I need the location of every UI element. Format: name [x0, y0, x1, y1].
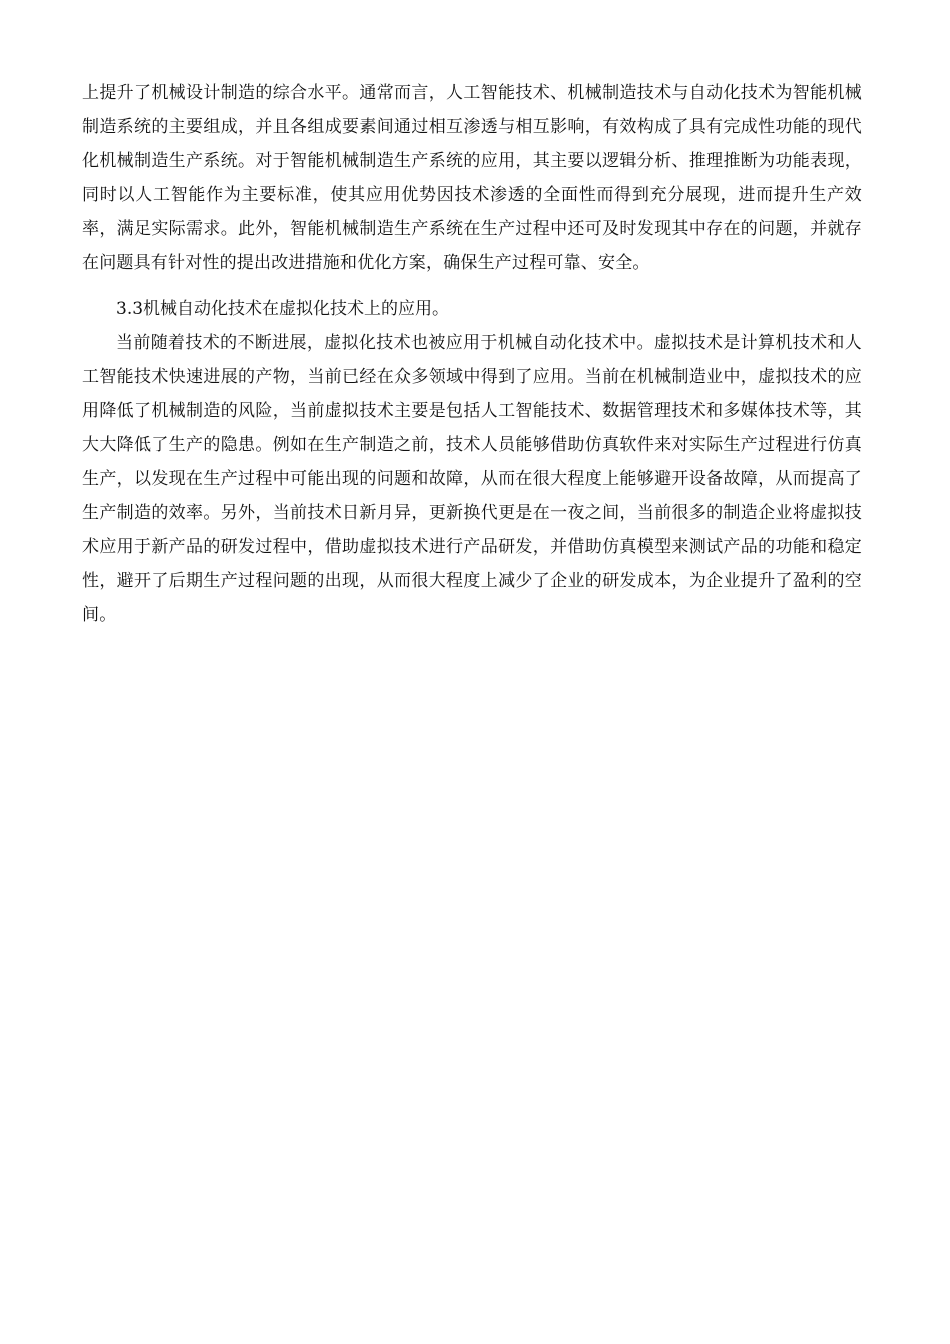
section-heading: 3.3机械自动化技术在虚拟化技术上的应用。 — [116, 299, 450, 319]
paragraph-continued: 上提升了机械设计制造的综合水平。通常而言，人工智能技术、机械制造技术与自动化技术为智能机械制造系统的主要组成，并且各组成要素间通过相互渗透与相互影响，有效构成了具有完成性功能的现代化机械制造生产系统。对于智能机械制造生产系统的应用，其主要以逻辑分析、推理推断为功能表现，同时以人工智能作为主要标准，使其应用优势因技术渗透的全面性而得到充分展现，进而提升生产效率，满足实际需求。此外，智能机械制造生产系统在生产过程中还可及时发现其中存在的问题，并就存在问题具有针对性的提出改进措施和优化方案，确保生产过程可靠、安全。 — [82, 83, 862, 273]
paragraph-virtualization: 当前随着技术的不断进展，虚拟化技术也被应用于机械自动化技术中。虚拟技术是计算机技术和人工智能技术快速进展的产物，当前已经在众多领域中得到了应用。当前在机械制造业中，虚拟技术的应用降低了机械制造的风险，当前虚拟技术主要是包括人工智能技术、数据管理技术和多媒体技术等，其大大降低了生产的隐患。例如在生产制造之前，技术人员能够借助仿真软件来对实际生产过程进行仿真生产，以发现在生产过程中可能出现的问题和故障，从而在很大程度上能够避开设备故障，从而提高了生产制造的效率。另外，当前技术日新月异，更新换代更是在一夜之间，当前很多的制造企业将虚拟技术应用于新产品的研发过程中，借助虚拟技术进行产品研发，并借助仿真模型来测试产品的功能和稳定性，避开了后期生产过程问题的出现，从而很大程度上减少了企业的研发成本，为企业提升了盈利的空间。 — [82, 333, 862, 625]
document-body — [82, 76, 862, 632]
